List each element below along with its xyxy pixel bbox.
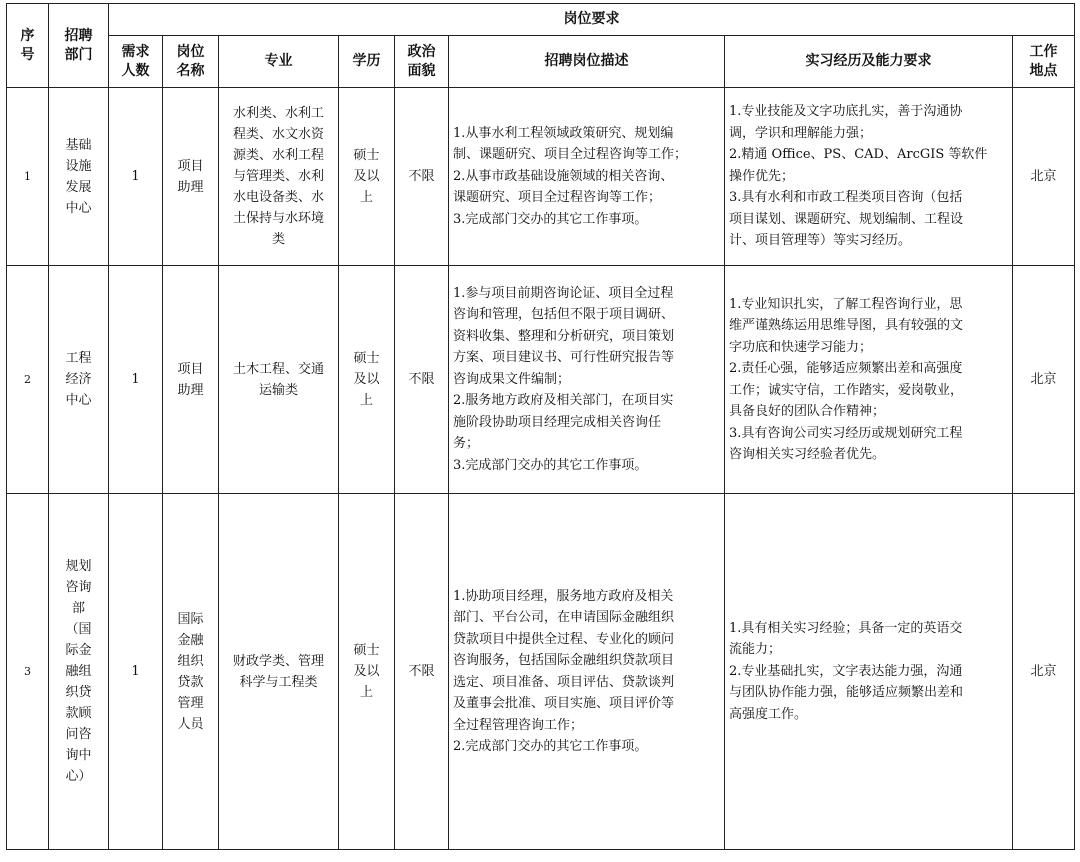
header-dept: 招聘 部门 (49, 4, 109, 88)
cell-count: 1 (109, 494, 163, 850)
description-line: 资料收集、整理和分析研究，项目策划 (453, 328, 675, 344)
cell-seq: 3 (7, 494, 49, 850)
cell-description (449, 494, 725, 850)
cell-count: 1 (109, 266, 163, 494)
description-line: 咨询和管理，包括但不限于项目调研、 (453, 307, 675, 323)
description-line: 2.从事市政基础设施领域的相关咨询、 (453, 168, 674, 184)
requirement-line: 1.具有相关实习经验；具备一定的英语交 (729, 620, 963, 636)
requirement-line: 与团队协作能力强，能够适应频繁出差和 (729, 685, 964, 701)
cell-seq: 2 (7, 266, 49, 494)
requirement-line: 1.专业技能及文字功底扎实，善于沟通协 (729, 104, 963, 120)
requirement-line: 1.专业知识扎实，了解工程咨询行业，思 (729, 296, 963, 312)
cell-education: 硕士 及以 上 (339, 88, 395, 266)
requirement-line: 工作；诚实守信，工作踏实，爱岗敬业， (729, 382, 964, 398)
description-line: 咨询成果文件编制； (453, 371, 571, 387)
cell-political: 不限 (395, 494, 449, 850)
requirement-line: 操作优先； (729, 168, 795, 184)
description-line: 及董事会批准、项目实施、项目评价等 (453, 696, 675, 711)
cell-position: 项目 助理 (163, 266, 219, 494)
description-line: 1.参与项目前期咨询论证、项目全过程 (453, 285, 674, 301)
cell-dept: 工程 经济 中心 (49, 266, 109, 494)
header-location: 工作 地点 (1013, 36, 1075, 88)
description-line: 3.完成部门交办的其它工作事项。 (453, 457, 648, 473)
description-line: 1.从事水利工程领域政策研究、规划编 (453, 125, 674, 141)
description-line: 2.完成部门交办的其它工作事项。 (453, 739, 648, 754)
header-position: 岗位 名称 (163, 36, 219, 88)
requirement-line: 调，学识和理解能力强； (729, 125, 873, 141)
table-row (7, 266, 1075, 494)
cell-position: 国际 金融 组织 贷款 管理 人员 (163, 494, 219, 850)
cell-count: 1 (109, 88, 163, 266)
cell-major: 水利类、水利工 程类、水文水资 源类、水利工程 与管理类、水利 水电设备类、水 土保持与水环境 类 (219, 88, 339, 266)
requirement-line: 具备良好的团队合作精神； (729, 404, 886, 419)
cell-requirements (725, 266, 1013, 494)
cell-education: 硕士 及以 上 (339, 494, 395, 850)
header-row-1 (7, 4, 1075, 36)
description-line: 1.协助项目经理，服务地方政府及相关 (453, 588, 674, 604)
header-requirements: 实习经历及能力要求 (725, 36, 1013, 88)
table-row (7, 494, 1075, 850)
description-line: 务； (453, 436, 480, 452)
header-count: 需求 人数 (109, 36, 163, 88)
header-education: 学历 (339, 36, 395, 88)
cell-major: 土木工程、交通 运输类 (219, 266, 339, 494)
requirement-line: 2.责任心强，能够适应频繁出差和高强度 (729, 361, 963, 376)
cell-requirements (725, 494, 1013, 850)
description-line: 课题研究、项目全过程咨询等工作； (453, 190, 662, 206)
requirement-line: 字功底和快速学习能力； (729, 339, 873, 355)
description-line: 方案、项目建议书、可行性研究报告等 (453, 350, 675, 366)
requirement-line: 计、项目管理等）等实习经历。 (729, 233, 912, 249)
requirement-line: 维严谨熟练运用思维导图，具有较强的文 (729, 318, 964, 333)
cell-dept: 基础 设施 发展 中心 (49, 88, 109, 266)
requirement-line: 咨询相关实习经验者优先。 (729, 447, 886, 462)
recruitment-table (6, 3, 1075, 850)
description-line: 咨询服务，包括国际金融组织贷款项目 (453, 653, 675, 668)
description-line: 施阶段协助项目经理完成相关咨询任 (453, 414, 662, 430)
cell-political: 不限 (395, 266, 449, 494)
cell-location: 北京 (1013, 266, 1075, 494)
header-row-2 (7, 36, 1075, 88)
description-line: 部门、平台公司，在申请国际金融组织 (453, 610, 675, 625)
cell-education: 硕士 及以 上 (339, 266, 395, 494)
cell-position: 项目 助理 (163, 88, 219, 266)
header-political: 政治 面貌 (395, 36, 449, 88)
description-line: 制、课题研究、项目全过程咨询等工作； (453, 147, 688, 163)
requirement-line: 3.具有水利和市政工程类项目咨询（包括 (729, 190, 963, 206)
description-line: 全过程管理咨询工作； (453, 717, 584, 733)
description-line: 选定、项目准备、项目评估、贷款谈判 (453, 674, 675, 690)
header-group: 岗位要求 (109, 4, 1075, 36)
cell-dept: 规划 咨询 部 （国 际金 融组 织贷 款顾 问咨 询中 心） (49, 494, 109, 850)
cell-seq: 1 (7, 88, 49, 266)
description-line: 2.服务地方政府及相关部门，在项目实 (453, 393, 674, 409)
cell-requirements (725, 88, 1013, 266)
requirement-line: 项目谋划、课题研究、规划编制、工程设 (729, 211, 964, 227)
cell-political: 不限 (395, 88, 449, 266)
requirement-line: 高强度工作。 (729, 706, 808, 722)
table-row (7, 88, 1075, 266)
requirement-line: 2.专业基础扎实，文字表达能力强，沟通 (729, 663, 963, 679)
header-description: 招聘岗位描述 (449, 36, 725, 88)
cell-major: 财政学类、管理 科学与工程类 (219, 494, 339, 850)
cell-location: 北京 (1013, 88, 1075, 266)
requirement-line: 3.具有咨询公司实习经历或规划研究工程 (729, 425, 963, 441)
cell-description (449, 266, 725, 494)
requirement-line: 流能力； (729, 642, 782, 658)
header-major: 专业 (219, 36, 339, 88)
cell-description (449, 88, 725, 266)
cell-location: 北京 (1013, 494, 1075, 850)
description-line: 贷款项目中提供全过程、专业化的顾问 (453, 631, 675, 647)
requirement-line: 2.精通 Office、PS、CAD、ArcGIS 等软件 (729, 147, 988, 163)
header-seq: 序 号 (7, 4, 49, 88)
description-line: 3.完成部门交办的其它工作事项。 (453, 211, 648, 227)
